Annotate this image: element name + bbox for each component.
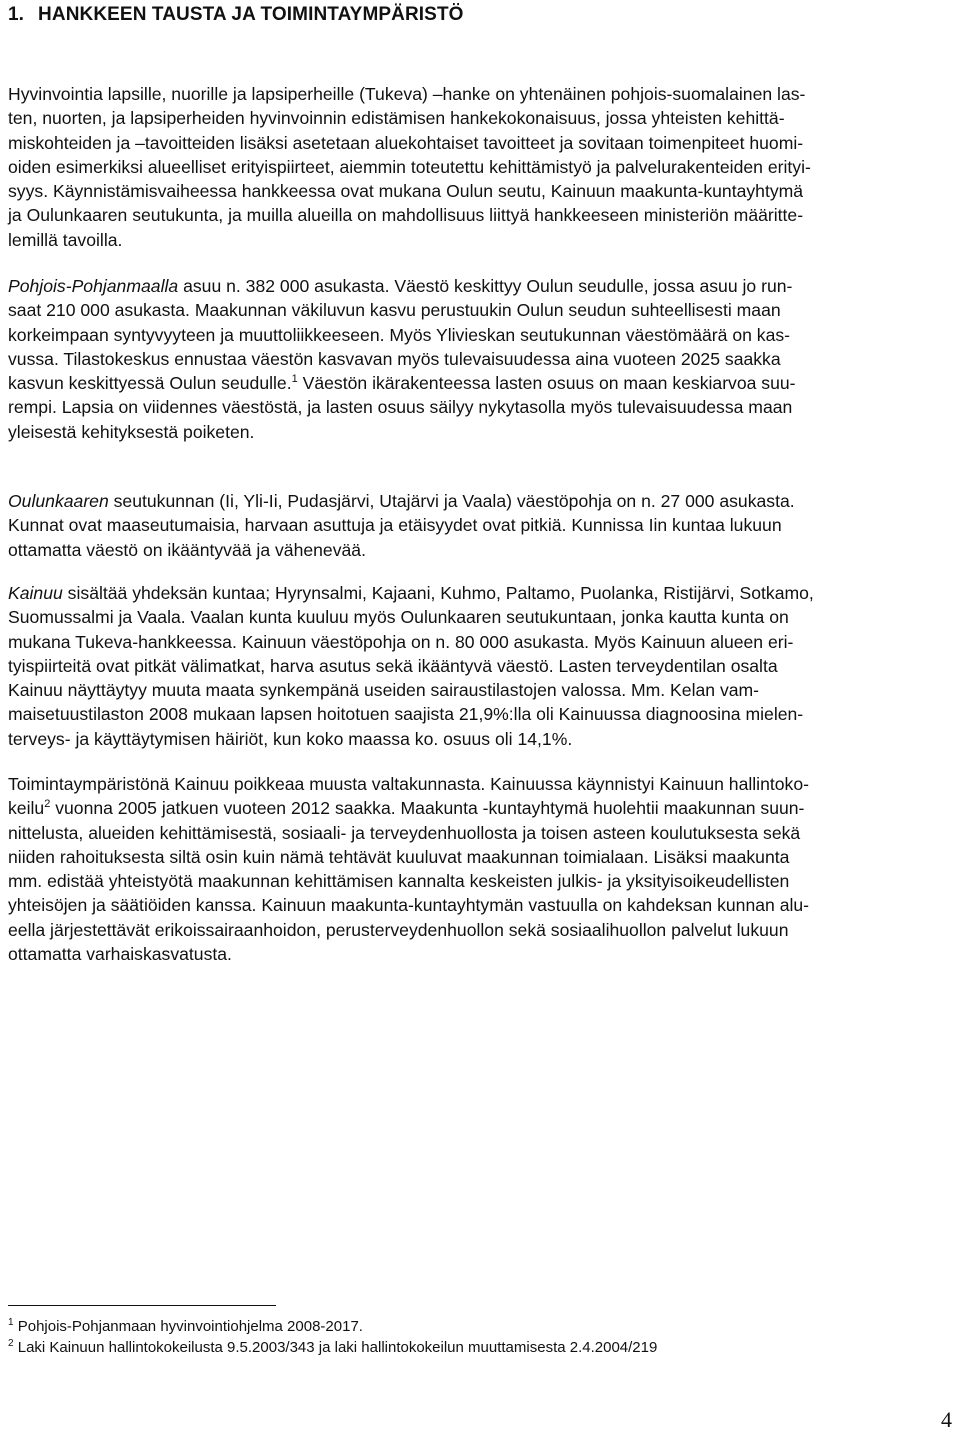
text-line: ottamatta varhaiskasvatusta. [8,944,232,965]
text-segment: Väestön ikärakenteessa lasten osuus on maan keskiarvoa suu- [297,373,796,394]
paragraph-tukeva-intro [8,82,956,252]
section-title: HANKKEEN TAUSTA JA TOIMINTAYMPÄRISTÖ [38,4,464,25]
paragraph-oulunkaari [8,489,956,562]
text-line: mm. edistää yhteistyötä maakunnan kehittämisen kannalta keskeisten julkis- ja yksityisoikeudellisten [8,871,790,892]
footnote-1 [8,1316,908,1337]
text-line: Hyvinvointia lapsille, nuorille ja lapsiperheille (Tukeva) –hanke on yhtenäinen pohjois-suomalainen las- [8,84,806,104]
region-name-italic: Pohjois-Pohjanmaalla [8,276,179,296]
footnote-text: Laki Kainuun hallintokokeilusta 9.5.2003/343 ja laki hallintokokeilun muuttamisesta 2.4.2004/219 [13,1339,658,1356]
text-line: korkeimpaan syntyvyyteen ja muuttoliikkeeseen. Myös Ylivieskan seutukunnan väestömäärä on kas- [8,324,791,345]
text-line: vussa. Tilastokeskus ennustaa väestön kasvavan myös tulevaisuudessa aina vuoteen 2025 saakka [8,348,781,369]
text-line [8,581,956,605]
text-segment: sisältää yhdeksän kuntaa; Hyrynsalmi, Kajaani, Kuhmo, Paltamo, Puolanka, Ristijärvi, Sotkamo, [62,583,814,603]
text-line: oiden esimerkiksi alueelliset erityispiirteet, aiemmin toteutettu kehittämistyö ja palvelurakenteiden erityi- [8,156,811,177]
text-line: miskohteiden ja –tavoitteiden lisäksi asetetaan aluekohtaiset tavoitteet ja sovitaan toimenpiteet huomi- [8,132,804,153]
footnote-separator [8,1305,276,1306]
text-line: ottamatta väestö on ikääntyvää ja vähenevää. [8,539,366,560]
paragraph-kainuu [8,581,956,751]
footnote-ref-2: 2 [44,798,51,811]
text-line: maisetuustilaston 2008 mukaan lapsen hoitotuen saajista 21,9%:lla oli Kainuussa diagnoosina mielen- [8,704,804,725]
footnote-mark: 1 [8,1317,14,1328]
text-line: Kunnat ovat maaseutumaisia, harvaan asuttuja ja etäisyydet ovat pitkiä. Kunnissa Iin kuntaa lukuun [8,515,782,536]
text-segment: seutukunnan (Ii, Yli-Ii, Pudasjärvi, Utajärvi ja Vaala) väestöpohja on n. 27 000 asukasta. [108,491,795,511]
text-line: nittelusta, alueiden kehittämisestä, sosiaali- ja terveydenhuollosta ja toisen asteen koulutuksesta sekä [8,822,801,843]
text-line: syys. Käynnistämisvaiheessa hankkeessa ovat mukana Oulun seutu, Kainuun maakunta-kuntayhtymä [8,181,804,202]
footnote-text: Pohjois-Pohjanmaan hyvinvointiohjelma 2008-2017. [13,1318,363,1335]
text-line: saat 210 000 asukasta. Maakunnan väkiluvun kasvu perustuukin Oulun seudun suhteellisesti maan [8,300,781,321]
text-line: yleisestä kehityksestä poiketen. [8,421,255,442]
text-segment: kasvun keskittyessä Oulun seudulle. [8,373,292,394]
text-line: ja Oulunkaaren seutukunta, ja muilla alueilla on mahdollisuus liittyä hankkeeseen ministeriön määritte- [8,205,804,226]
text-line [8,796,956,820]
text-segment: keilu [8,798,45,819]
text-line: mukana Tukeva-hankkeessa. Kainuun väestöpohja on n. 80 000 asukasta. Myös Kainuun alueen eri- [8,631,794,652]
text-line: rempi. Lapsia on viidennes väestöstä, ja lasten osuus säilyy nykytasolla myös tulevaisuudessa maan [8,397,793,418]
region-name-italic: Kainuu [8,583,63,603]
text-line: tyispiirteitä ovat pitkät välimatkat, harva asutus sekä ikääntyvä väestö. Lasten terveydentilan osalta [8,655,778,676]
paragraph-pohjois-pohjanmaa [8,274,956,444]
text-line: niiden rahoituksesta siltä osin kuin nämä tehtävät kuuluvat maakunnan toimialaan. Lisäksi maakunta [8,846,790,867]
text-line [8,371,956,395]
text-line: ten, nuorten, ja lapsiperheiden hyvinvoinnin edistämisen hankekokonaisuus, jossa yhteisten kehittä- [8,108,785,129]
text-line [8,489,956,513]
text-segment: asuu n. 382 000 asukasta. Väestö keskittyy Oulun seudulle, jossa asuu jo run- [178,276,793,296]
text-line: eella järjestettävät erikoissairaanhoidon, perusterveydenhuollon sekä sosiaalihuollon palvelut lukuun [8,919,789,940]
text-line: Kainuu näyttäytyy muuta maata synkempänä useiden sairaustilastojen valossa. Mm. Kelan vam- [8,680,760,701]
page-number: 4 [941,1407,952,1432]
text-line: Suomussalmi ja Vaala. Vaalan kunta kuuluu myös Oulunkaaren seutukuntaan, jonka kautta kunta on [8,607,789,628]
text-line: yhteisöjen ja säätiöiden kanssa. Kainuun maakunta-kuntayhtymän vastuulla on kahdeksan kunnan alu- [8,895,810,916]
footnote-ref-1: 1 [291,373,298,386]
footnote-2 [8,1337,908,1358]
text-segment: vuonna 2005 jatkuen vuoteen 2012 saakka. Maakunta -kuntayhtymä huolehtii maakunnan suun- [50,798,805,819]
text-line [8,274,956,298]
text-line: Toimintaympäristönä Kainuu poikkeaa muusta valtakunnasta. Kainuussa käynnistyi Kainuun hallintoko- [8,774,809,794]
footnotes [8,1316,908,1358]
paragraph-toimintaymparisto [8,772,956,966]
section-number: 1. [8,4,25,25]
text-line: terveys- ja käyttäytymisen häiriöt, kun koko maassa ko. osuus oli 14,1%. [8,728,573,749]
footnote-mark: 2 [8,1338,14,1349]
region-name-italic: Oulunkaaren [8,491,109,511]
text-line: lemillä tavoilla. [8,229,123,250]
section-heading [8,4,464,26]
